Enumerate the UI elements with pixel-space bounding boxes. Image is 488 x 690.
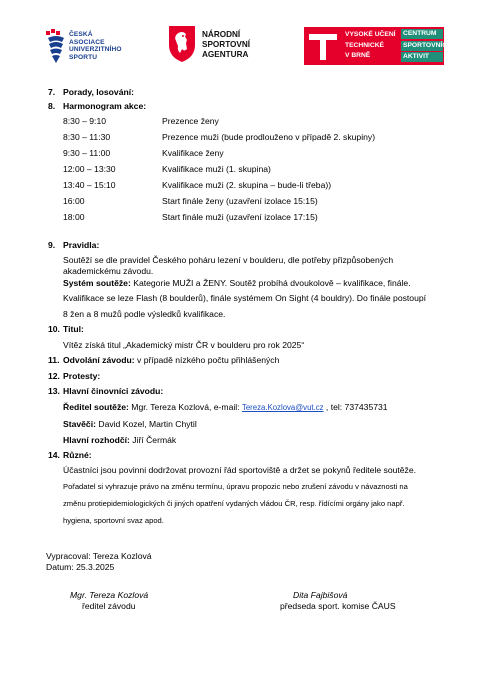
schedule-event: Prezence muži (bude prodlouženo v případě 2. skupiny): [162, 132, 376, 142]
section-12-title: Protesty:: [63, 371, 101, 381]
schedule-event: Kvalifikace ženy: [162, 148, 224, 158]
title-text: Vítěz získá titul „Akademický mistr ČR v boulderu pro rok 2025“: [63, 340, 305, 350]
competition-system-label: Systém soutěže:: [63, 278, 131, 288]
cesa-name: CENTRUM SPORTOVNÍCH AKTIVIT: [401, 29, 443, 64]
schedule-time: 8:30 – 11:30: [63, 132, 111, 142]
section-12-number: 12.: [48, 371, 60, 381]
misc-text: změnu protiepidemiologických či jiných opatření vydaných vládou ČR, resp. řídícími orgány jako např.: [63, 499, 405, 508]
director-phone: , tel: 737435731: [323, 402, 388, 412]
misc-text: Pořadatel si vyhrazuje právo na změnu termínu, úpravu propozic nebo zrušení závodu v návaznosti na: [63, 482, 408, 491]
misc-text: Účastníci jsou povinni dodržovat provozní řád sportoviště a držet se pokynů ředitele soutěže.: [63, 465, 417, 475]
rules-text: Soutěží se dle pravidel Českého poháru lezení v boulderu, dle potřeby přizpůsobených: [63, 255, 394, 265]
schedule-event: Kvalifikace muži (2. skupina – bude-li třeba)): [162, 180, 332, 190]
cancellation-line: [63, 356, 279, 366]
section-10-title: Titul:: [63, 324, 84, 334]
vut-logo: [304, 27, 452, 65]
signature-right-name: Dita Fajbišová: [293, 590, 348, 600]
section-13-number: 13.: [48, 386, 60, 396]
setters-line: [63, 420, 197, 430]
section-7-number: 7.: [48, 87, 56, 97]
section-11-number: 11.: [48, 355, 60, 365]
section-14-title: Různé:: [63, 450, 92, 460]
prepared-by: Vypracoval: Tereza Kozlová: [46, 551, 152, 561]
schedule-time: 8:30 – 9:10: [63, 116, 107, 126]
nsa-name: NÁRODNÍ SPORTOVNÍ AGENTURA: [202, 30, 251, 59]
schedule-time: 12:00 – 13:30: [63, 164, 116, 174]
rules-text: Kvalifikace se leze Flash (8 boulderů), finále systémem On Sight (4 bouldry). Do finále postoupí: [63, 293, 427, 303]
lion-shield-icon: [168, 25, 196, 63]
section-7-title: Porady, losování:: [63, 87, 134, 97]
vut-t-icon: [304, 27, 342, 65]
vut-name: VYSOKÉ UČENÍ TECHNICKÉ V BRNĚ: [345, 31, 396, 60]
section-9-number: 9.: [48, 240, 56, 250]
judge-label: Hlavní rozhodčí:: [63, 435, 130, 445]
signature-right-role: předseda sport. komise ČAUS: [280, 601, 396, 611]
caus-emblem-icon: [46, 28, 66, 64]
schedule-time: 13:40 – 15:10: [63, 180, 116, 190]
schedule-event: Prezence ženy: [162, 116, 219, 126]
section-11-title: Odvolání závodu:: [63, 355, 135, 365]
misc-text: hygiena, sportovní svaz apod.: [63, 516, 164, 525]
section-13-title: Hlavní činovníci závodu:: [63, 386, 164, 396]
rules-text: akademickému závodu.: [63, 266, 154, 276]
schedule-time: 9:30 – 11:00: [63, 148, 111, 158]
director-line: [63, 403, 388, 413]
schedule-event: Start finále muži (uzavření izolace 17:15): [162, 212, 318, 222]
document-date: Datum: 25.3.2025: [46, 562, 115, 572]
caus-logo: [46, 28, 122, 68]
schedule-event: Start finále ženy (uzavření izolace 15:15): [162, 196, 318, 206]
section-8-number: 8.: [48, 101, 56, 111]
section-10-number: 10.: [48, 324, 60, 334]
cancellation-text: v případě nízkého počtu přihlášených: [134, 355, 280, 365]
signature-left-role: ředitel závodu: [82, 601, 136, 611]
director-label: Ředitel soutěže:: [63, 402, 129, 412]
caus-name: ČESKÁ ASOCIACE UNIVERZITNÍHO SPORTU: [69, 31, 122, 61]
director-email-link[interactable]: Tereza.Kozlova@vut.cz: [241, 403, 324, 412]
judge-line: [63, 436, 176, 446]
schedule-time: 16:00: [63, 196, 85, 206]
nsa-logo: [168, 25, 278, 69]
setters-text: David Kozel, Martin Chytil: [95, 419, 197, 429]
competition-system: [63, 279, 411, 289]
judge-text: Jiří Čermák: [129, 435, 177, 445]
section-8-title: Harmonogram akce:: [63, 101, 147, 111]
signature-left-name: Mgr. Tereza Kozlová: [70, 590, 149, 600]
rules-text: 8 žen a 8 mužů podle výsledků kvalifikace.: [63, 309, 226, 319]
competition-system-text: Kategorie MUŽI a ŽENY. Soutěž probíhá dvoukolově – kvalifikace, finále.: [130, 278, 411, 288]
section-9-title: Pravidla:: [63, 240, 100, 250]
setters-label: Stavěči:: [63, 419, 96, 429]
schedule-event: Kvalifikace muži (1. skupina): [162, 164, 271, 174]
section-14-number: 14.: [48, 450, 60, 460]
director-text: Mgr. Tereza Kozlová, e-mail:: [128, 402, 242, 412]
schedule-time: 18:00: [63, 212, 85, 222]
